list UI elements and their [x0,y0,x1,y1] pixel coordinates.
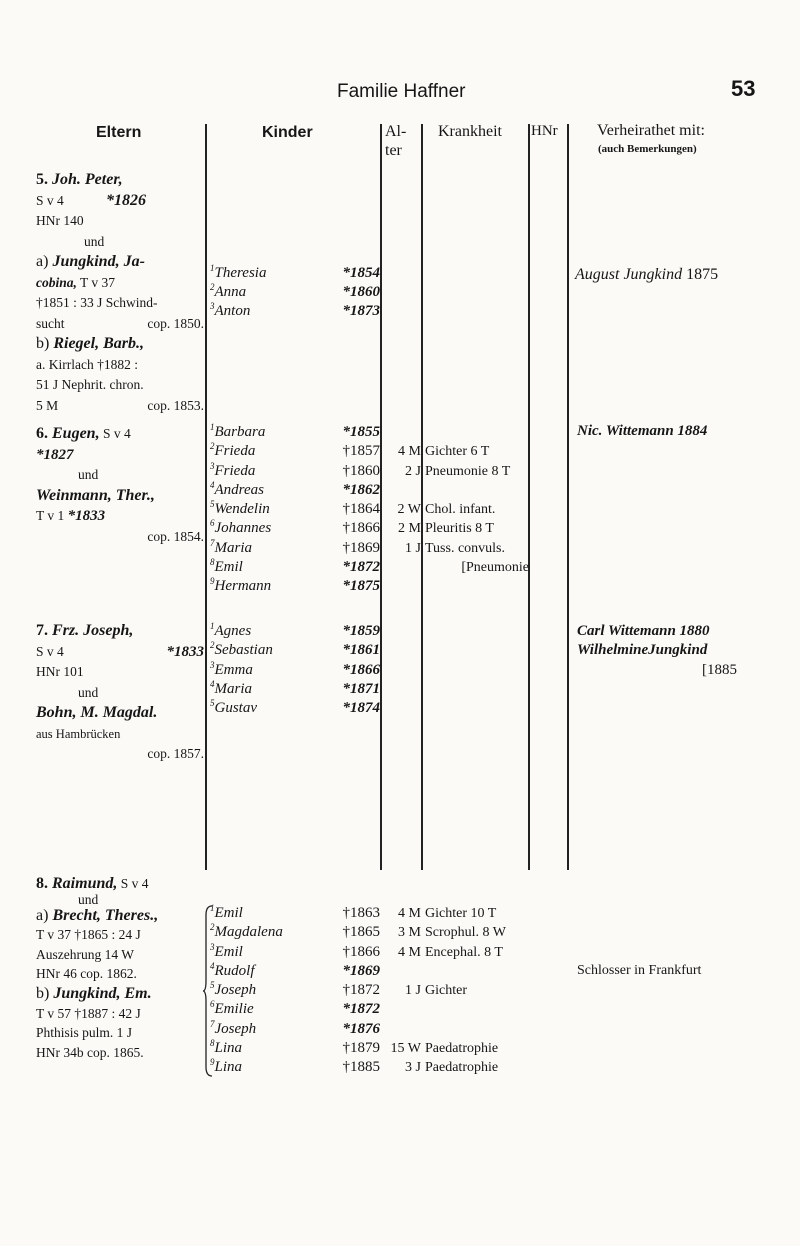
parent-line: sucht cop. 1850. [36,315,204,331]
illness-cell: Pleuritis 8 T [425,521,494,537]
family-8-children [210,904,380,1078]
parent-line: Bohn, M. Magdal. [36,704,158,721]
child-row: $^4$Maria *1871 [210,678,380,697]
parent-line: HNr 140 [36,213,84,228]
parent-line: T v 37 †1865 : 24 J [36,927,141,943]
parent-line: S v 4 *1833 [36,643,204,660]
age-cell: 2 M [398,521,421,537]
child-row: $^9$Lina †1885 [210,1057,380,1076]
illness-cell: [Pneumonie [461,560,529,576]
parent-line: S v 4 *1826 [36,191,146,209]
parent-line: 51 J Nephrit. chron. [36,377,144,392]
illness-cell: Gichter 6 T [425,444,490,460]
illness-cell: Paedatrophie [425,1060,499,1076]
family-8-married: Schlosser in Frankfurt [577,963,702,978]
parent-line: b) Jungkind, Em. [36,984,152,1002]
header-alter: Al- ter [385,123,407,159]
parent-line: b) Riegel, Barb., [36,335,144,352]
child-row: $^1$Emil †1863 [210,903,380,921]
age-cell: 3 M [398,925,421,941]
illness-cell: Scrophul. 8 W [425,925,507,941]
family-6-illnesses [425,423,529,577]
spouse-line: WilhelmineJungkind [577,642,708,659]
parent-line: aus Hambrücken [36,726,121,741]
age-cell: 1 J [405,983,421,999]
header-hnr: HNr [531,123,558,139]
family-5-parents [36,170,204,416]
child-row: $^8$Lina †1879 [210,1038,380,1057]
age-cell: 2 W [397,502,421,518]
illness-cell: Gichter 10 T [425,906,497,921]
family-8-parents [36,874,204,1062]
illness-cell: Gichter [425,983,467,999]
parent-line: 8. Raimund, S v 4 [36,875,149,892]
parent-line: a. Kirrlach †1882 : [36,356,138,372]
child-row: $^5$Wendelin †1864 [210,499,380,518]
rule-kinder-left [205,124,207,870]
illness-cell: Pneumonie 8 T [425,463,511,479]
spouse-line: [1885 [702,661,737,678]
parent-line: cop. 1854. [147,528,204,544]
parent-line: 6. Eugen, S v 4 [36,425,131,442]
illness-cell: Paedatrophie [425,1041,499,1057]
parent-line: a) Jungkind, Ja- [36,253,145,270]
family-8-illnesses [425,904,529,1078]
child-row: $^3$Emma *1866 [210,659,380,678]
child-row: $^2$Frieda †1857 [210,441,380,460]
parent-line: T v 57 †1887 : 42 J [36,1005,141,1021]
age-cell: 4 M [398,444,421,460]
child-row: $^2$Anna *1860 [210,282,380,300]
rule-alter-right [421,124,423,870]
parent-line: cop. 1857. [147,746,204,761]
parent-line: Phthisis pulm. 1 J [36,1025,133,1041]
child-row: $^6$Emilie *1872 [210,999,380,1018]
child-row: $^4$Rudolf *1869 [210,960,380,979]
rule-hnr-right [567,124,569,870]
header-krankheit: Krankheit [438,123,502,140]
family-6-parents [36,424,204,547]
age-cell: 15 W [390,1041,421,1057]
family-6-ages [383,423,421,558]
child-row: $^2$Sebastian *1861 [210,640,380,659]
child-row: $^1$Theresia *1854 [210,263,380,281]
family-6-married: Nic. Wittemann 1884 [577,423,708,439]
parent-line: HNr 101 [36,664,84,679]
parent-line: Weinmann, Ther., [36,486,155,504]
parent-line: Auszehrung 14 W [36,946,134,962]
child-row: $^9$Hermann *1875 [210,576,380,595]
family-8-ages [383,904,421,1078]
family-5-children [210,264,380,321]
parent-line: *1827 [36,446,74,463]
parent-name: Joh. Peter, [52,171,123,188]
parent-line: 7. Frz. Joseph, [36,622,134,639]
child-row: $^5$Joseph †1872 [210,980,380,999]
parent-line: HNr 46 cop. 1862. [36,966,137,982]
age-cell: 4 M [398,944,421,960]
header-kinder: Kinder [262,124,313,141]
child-row: $^7$Joseph *1876 [210,1018,380,1037]
child-row: $^4$Andreas *1862 [210,479,380,498]
parent-line: 5. Joh. Peter, [36,171,123,188]
page-running-title: Familie Haffner [337,81,466,102]
age-cell: 2 J [405,463,421,479]
child-row: $^3$Emil †1866 [210,941,380,960]
age-cell: 1 J [405,540,421,556]
parent-line: HNr 34b cop. 1865. [36,1044,144,1060]
child-row: $^2$Magdalena †1865 [210,922,380,941]
child-row: $^6$Johannes †1866 [210,518,380,537]
parent-line: und [78,891,99,907]
parent-line: und [78,684,99,700]
child-row: $^3$Frieda †1860 [210,460,380,479]
parent-line: und [78,467,99,482]
child-row: $^5$Gustav *1874 [210,698,380,717]
illness-cell: Chol. infant. [425,502,496,518]
parent-line: cobina, T v 37 [36,274,116,290]
child-row: $^7$Maria †1869 [210,537,380,556]
parent-line: und [84,233,105,249]
age-cell: 4 M [398,906,421,921]
family-6-children [210,423,380,597]
parent-line: 5 M cop. 1853. [36,397,204,413]
parent-line: †1851 : 33 J Schwind- [36,295,158,310]
family-7-children [210,622,380,718]
family-7-married [577,622,737,680]
header-bemerkungen: (auch Bemerkungen) [598,143,697,155]
rule-alter-left [380,124,382,870]
parent-line: T v 1 *1833 [36,508,106,524]
parent-line: a) Brecht, Theres., [36,906,159,924]
child-row: $^1$Agnes *1859 [210,621,380,639]
illness-cell: Encephal. 8 T [425,944,503,960]
child-row: $^3$Anton *1873 [210,301,380,319]
family-7-parents [36,621,204,765]
age-cell: 3 J [405,1060,421,1076]
header-eltern: Eltern [96,124,142,141]
spouse-line: Carl Wittemann 1880 [577,623,710,639]
illness-cell: Tuss. convuls. [425,540,506,556]
family-5-married: August Jungkind 1875 [575,266,719,283]
page-number: 53 [731,76,756,101]
child-row: $^8$Emil *1872 [210,557,380,576]
child-row: $^1$Barbara *1855 [210,422,380,440]
header-verheiratet: Verheirathet mit: [597,122,705,139]
